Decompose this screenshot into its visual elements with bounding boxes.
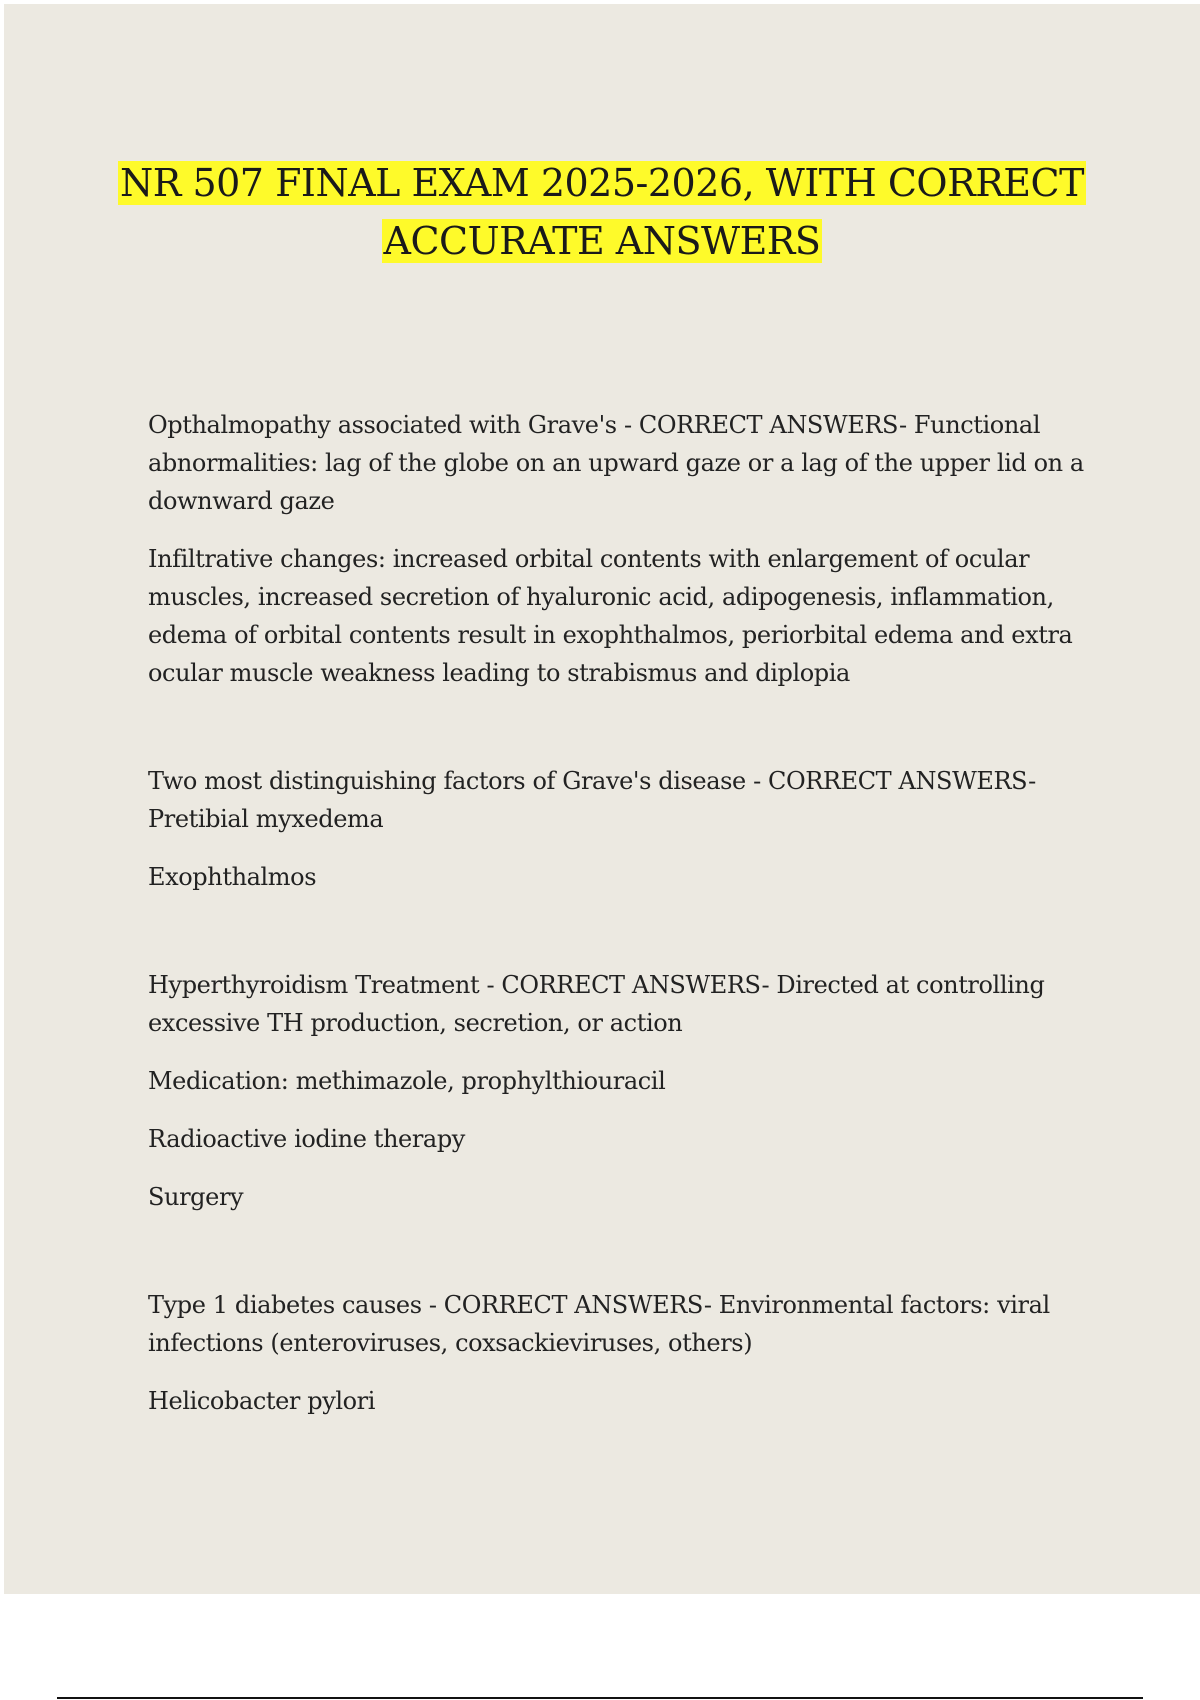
document-body bbox=[148, 406, 1088, 1440]
title-line-2: ACCURATE ANSWERS bbox=[383, 219, 821, 263]
paragraph: Two most distinguishing factors of Grave's disease - CORRECT ANSWERS- Pretibial myxedema bbox=[148, 767, 1036, 833]
title-line-1: NR 507 FINAL EXAM 2025-2026, WITH CORRECT bbox=[120, 161, 1084, 205]
paragraph: Infiltrative changes: increased orbital contents with enlargement of ocular muscles, increased secretion of hyaluronic acid, adipogenesis, inflammation, edema of orbital contents result in exophthalmos, periorbital edema and extra ocular muscle weakness leading to strabismus and diplopia bbox=[148, 545, 1073, 687]
paragraph: Hyperthyroidism Treatment - CORRECT ANSWERS- Directed at controlling excessive TH production, secretion, or action bbox=[148, 971, 1045, 1037]
qa-hyperthyroidism-treatment bbox=[148, 966, 1088, 1216]
paragraph: Medication: methimazole, prophylthiouracil bbox=[148, 1067, 666, 1095]
paragraph: Opthalmopathy associated with Grave's - CORRECT ANSWERS- Functional abnormalities: lag of the globe on an upward gaze or a lag of the upper lid on a downward gaze bbox=[148, 411, 1084, 515]
paragraph: Type 1 diabetes causes - CORRECT ANSWERS- Environmental factors: viral infections (enteroviruses, coxsackieviruses, others) bbox=[148, 1291, 1050, 1357]
paragraph: Exophthalmos bbox=[148, 863, 317, 891]
qa-graves-ophthalmopathy bbox=[148, 406, 1088, 692]
paragraph: Radioactive iodine therapy bbox=[148, 1125, 465, 1153]
paragraph: Surgery bbox=[148, 1183, 244, 1211]
paragraph: Helicobacter pylori bbox=[148, 1387, 376, 1415]
qa-type1-diabetes-causes bbox=[148, 1286, 1088, 1420]
document-title bbox=[4, 154, 1200, 270]
document-page bbox=[4, 4, 1200, 1594]
qa-graves-distinguishing-factors bbox=[148, 762, 1088, 896]
bottom-divider bbox=[57, 1697, 1143, 1699]
